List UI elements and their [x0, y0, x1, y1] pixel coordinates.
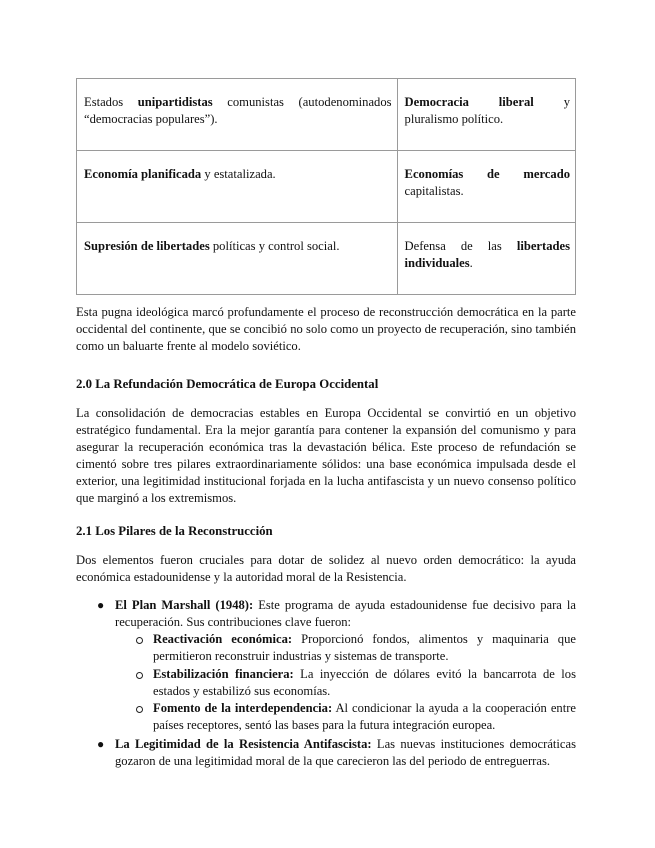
section-heading: 2.1 Los Pilares de la Reconstrucción: [76, 524, 273, 538]
comparison-table: [76, 78, 576, 295]
bullet-icon: ●: [97, 598, 105, 612]
table-row: [77, 79, 576, 151]
table-cell: Estados unipartidistas comunistas (autodenominados “democracias populares”).: [77, 79, 398, 151]
bullet-icon: ●: [97, 737, 105, 751]
circle-bullet-icon: [136, 637, 143, 644]
list-item: Estabilización financiera: La inyección de dólares evitó la bancarrota de los estados y estabilizó sus economías.: [153, 667, 576, 698]
list-item: Reactivación económica: Proporcionó fondos, alimentos y maquinaria que permitieron reconstruir industrias y sistemas de transporte.: [153, 632, 576, 663]
table-cell: Supresión de libertades políticas y control social.: [77, 223, 398, 295]
circle-bullet-icon: [136, 672, 143, 679]
paragraph: La consolidación de democracias estables en Europa Occidental se convirtió en un objetivo estratégico fundamental. Era la mejor garantía para contener la expansión del comunismo y para asegurar la recuperación económica tras la devastación bélica. Este proceso de refundación se cimentó sobre tres pilares extraordinariamente sólidos: una base económica impulsada desde el exterior, una legitimidad institucional forjada en la lucha antifascista y un nuevo consenso político que marginó a los extremismos.: [76, 406, 576, 505]
table-cell: Economía planificada y estatalizada.: [77, 151, 398, 223]
table-row: [77, 151, 576, 223]
paragraph: Esta pugna ideológica marcó profundamente el proceso de reconstrucción democrática en la parte occidental del continente, que se concibió no solo como un proyecto de recuperación, sino también como un baluarte frente al modelo soviético.: [76, 305, 576, 353]
table-row: [77, 223, 576, 295]
section-heading: 2.0 La Refundación Democrática de Europa Occidental: [76, 377, 379, 391]
table-cell: Defensa de las libertades individuales.: [397, 223, 575, 295]
table-cell: Democracia liberal y pluralismo político.: [397, 79, 575, 151]
list-item: La Legitimidad de la Resistencia Antifascista: Las nuevas instituciones democráticas gozaron de una legitimidad moral de la que carecieron las del periodo de entreguerras.: [115, 737, 576, 768]
list-item: Fomento de la interdependencia: Al condicionar la ayuda a la cooperación entre países receptores, sentó las bases para la futura integración europea.: [153, 701, 576, 732]
list-item: El Plan Marshall (1948): Este programa de ayuda estadounidense fue decisivo para la recuperación. Sus contribuciones clave fueron:: [115, 598, 576, 629]
paragraph: Dos elementos fueron cruciales para dotar de solidez al nuevo orden democrático: la ayuda económica estadounidense y la autoridad moral de la Resistencia.: [76, 553, 576, 584]
table-cell: Economías de mercado capitalistas.: [397, 151, 575, 223]
circle-bullet-icon: [136, 706, 143, 713]
